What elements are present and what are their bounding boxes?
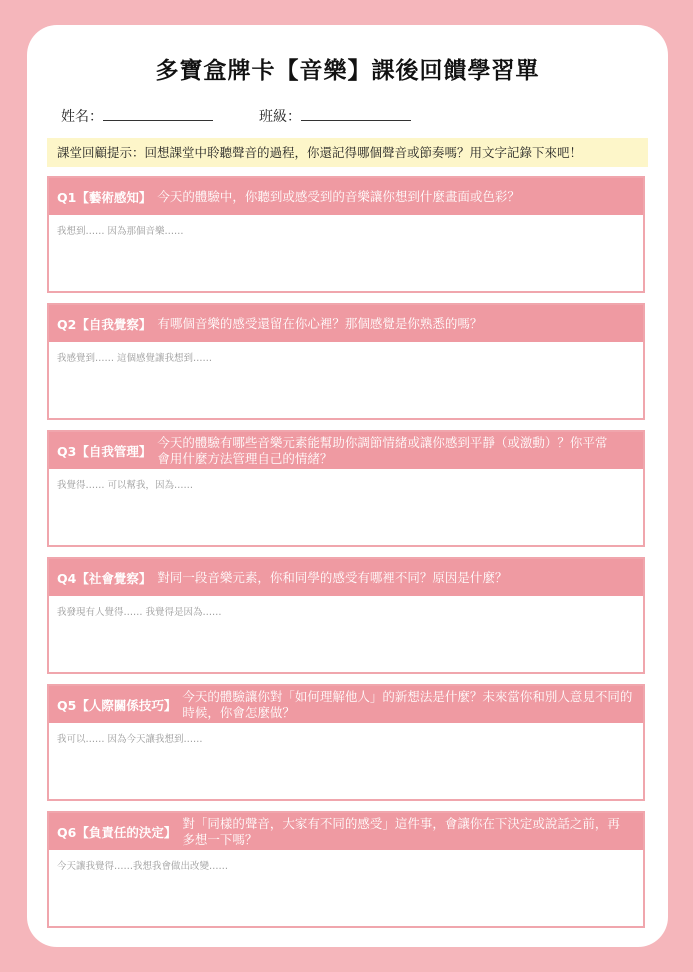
question-label: Q3【自我管理】 — [57, 443, 152, 459]
question-label: Q1【藝術感知】 — [57, 189, 152, 205]
question-block-q1 — [47, 176, 645, 293]
question-text: 今天的體驗讓你對「如何理解他人」的新想法是什麼？未來當你和別人意見不同的時候，你會怎麼做？ — [182, 688, 633, 720]
question-header — [49, 178, 643, 215]
question-text: 今天的體驗有哪些音樂元素能幫助你調節情緒或讓你感到平靜（或激動）？你平常會用什麼方法管理自己的情緒？ — [157, 434, 608, 466]
class-label: 班級： — [259, 109, 301, 125]
question-label: Q2【自我覺察】 — [57, 316, 152, 332]
question-block-q4 — [47, 557, 645, 674]
question-header — [49, 305, 643, 342]
question-header — [49, 813, 643, 850]
question-header — [49, 686, 643, 723]
name-label: 姓名： — [61, 109, 103, 125]
name-field[interactable] — [61, 106, 213, 126]
worksheet-title: 多寶盒牌卡【音樂】課後回饋學習單 — [155, 58, 540, 84]
question-text: 今天的體驗中，你聽到或感受到的音樂讓你想到什麼畫面或色彩？ — [157, 188, 520, 204]
name-blank-line[interactable] — [103, 106, 213, 121]
answer-area[interactable]: 我想到…… 因為那個音樂…… — [57, 226, 184, 237]
question-label: Q5【人際關係技巧】 — [57, 697, 177, 713]
answer-area[interactable]: 我覺得…… 可以幫我，因為…… — [57, 480, 194, 491]
question-header — [49, 559, 643, 596]
answer-area[interactable]: 我可以…… 因為今天讓我想到…… — [57, 734, 203, 745]
question-label: Q6【負責任的決定】 — [57, 824, 177, 840]
question-label: Q4【社會覺察】 — [57, 570, 152, 586]
question-block-q5 — [47, 684, 645, 801]
class-field[interactable] — [259, 106, 411, 126]
question-block-q6 — [47, 811, 645, 928]
answer-area[interactable]: 我感覺到…… 這個感覺讓我想到…… — [57, 353, 213, 364]
question-block-q3 — [47, 430, 645, 547]
question-text: 有哪個音樂的感受還留在你心裡？那個感覺是你熟悉的嗎？ — [157, 315, 483, 331]
review-hint-banner: 課堂回顧提示：回想課堂中聆聽聲音的過程，你還記得哪個聲音或節奏嗎？用文字記錄下來吧！ — [47, 138, 648, 167]
answer-area[interactable]: 今天讓我覺得……我想我會做出改變…… — [57, 861, 229, 872]
question-header — [49, 432, 643, 469]
class-blank-line[interactable] — [301, 106, 411, 121]
question-text: 對「同樣的聲音，大家有不同的感受」這件事，會讓你在下決定或說話之前，再多想一下嗎？ — [182, 815, 620, 847]
answer-area[interactable]: 我發現有人覺得…… 我覺得是因為…… — [57, 607, 222, 618]
question-block-q2 — [47, 303, 645, 420]
question-text: 對同一段音樂元素，你和同學的感受有哪裡不同？原因是什麼？ — [157, 569, 508, 585]
worksheet-sheet — [27, 25, 668, 947]
